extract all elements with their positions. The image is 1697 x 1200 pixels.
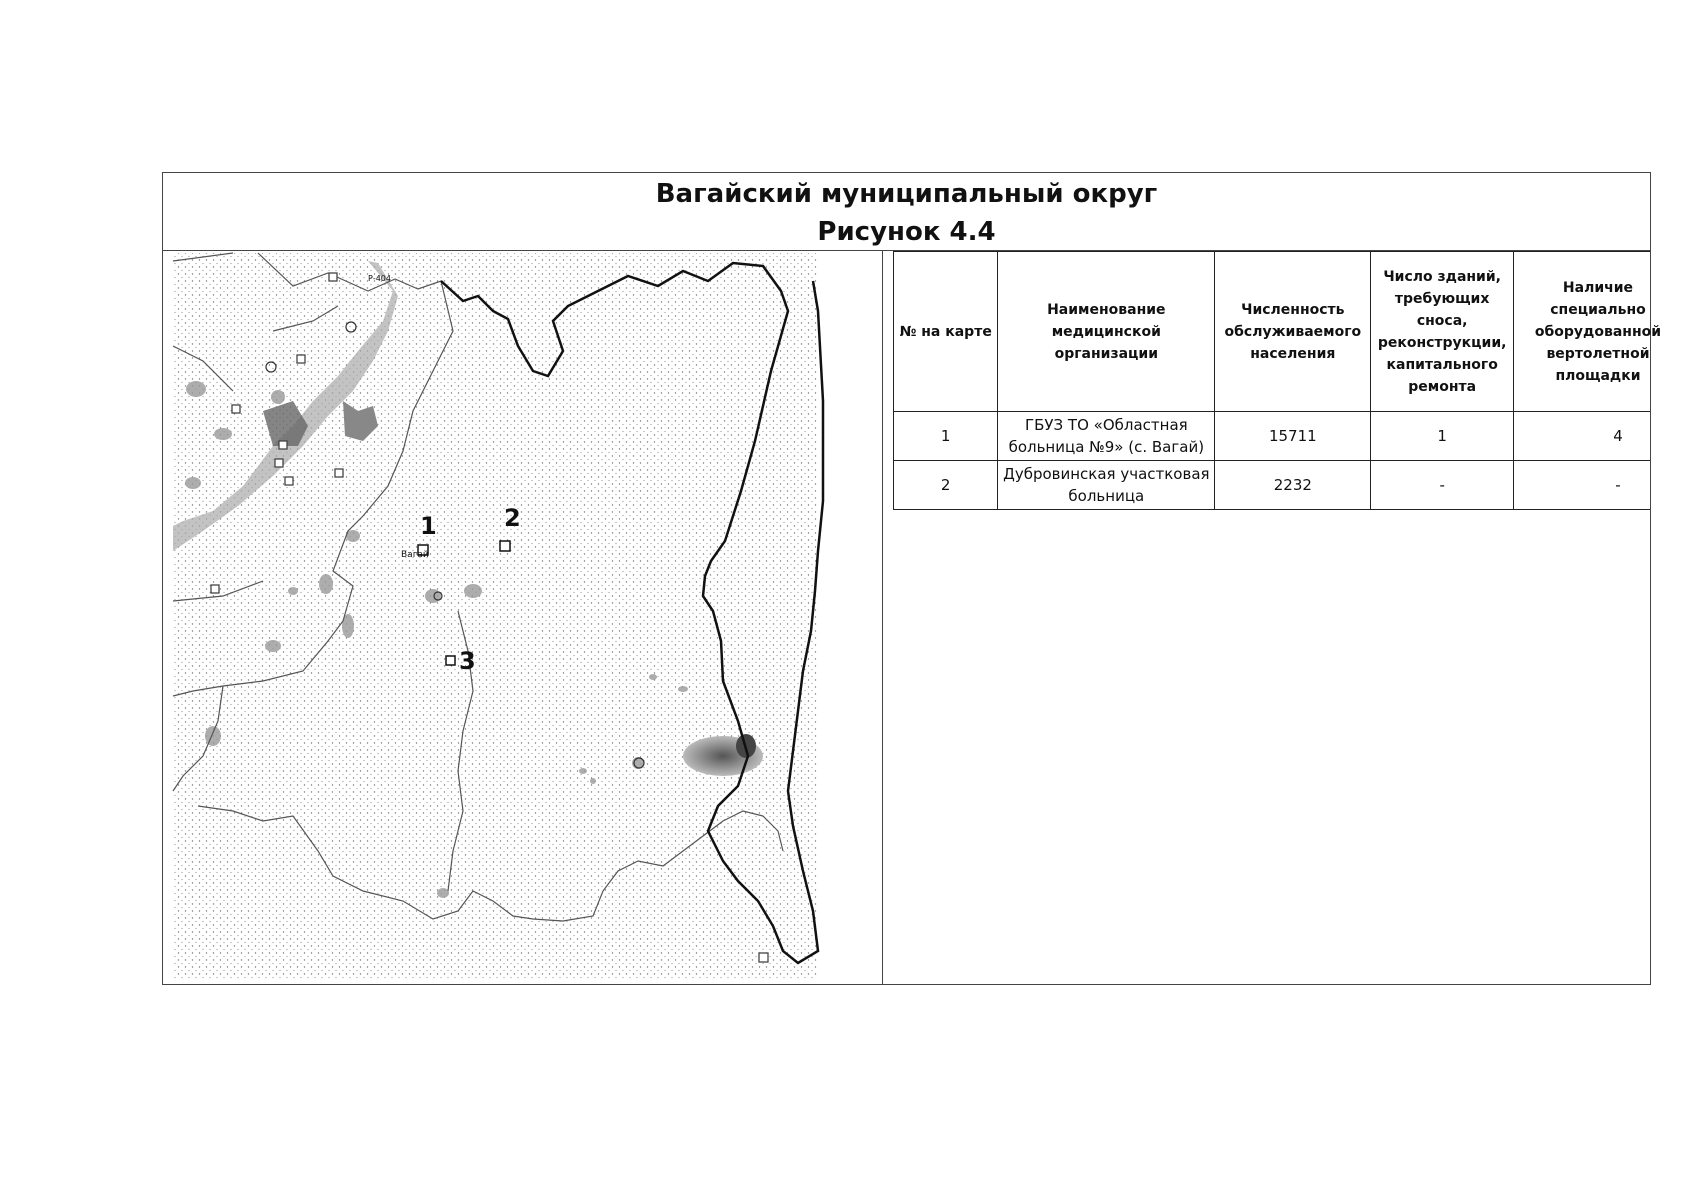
table-row [894, 461, 1651, 510]
figure-frame [162, 172, 1662, 985]
col-organization-name: Наименование медицинской организации [998, 252, 1215, 412]
district-map [163, 251, 883, 985]
facilities-table [893, 251, 1662, 510]
cell-population: 15711 [1215, 412, 1371, 461]
cell-buildings: - [1371, 461, 1514, 510]
page-title: Вагайский муниципальный округ [655, 179, 1158, 209]
cell-buildings: 1 [1371, 412, 1514, 461]
table-row [894, 412, 1651, 461]
cell-name: ГБУЗ ТО «Областная больница №9» (с. Вагай) [998, 412, 1215, 461]
settlement-label: Вагай [401, 550, 429, 560]
figure-caption: Рисунок 4.4 [817, 217, 996, 247]
table-header-row [894, 252, 1651, 412]
map-panel [163, 251, 883, 985]
col-helipad: Наличие специально оборудованной вертолетной площадки [1513, 252, 1650, 412]
col-map-number: № на карте [894, 252, 998, 412]
facility-label-2: 2 [504, 504, 521, 532]
cell-helipad: 4 [1513, 412, 1650, 461]
cell-num: 1 [894, 412, 998, 461]
col-population: Численность обслуживаемого населения [1215, 252, 1371, 412]
cell-population: 2232 [1215, 461, 1371, 510]
facility-label-3: 3 [459, 647, 476, 675]
col-buildings: Число зданий, требующих сноса, реконструкции, капитального ремонта [1371, 252, 1514, 412]
cell-name: Дубровинская участковая больница [998, 461, 1215, 510]
facilities-table-wrapper [893, 251, 1662, 510]
cell-num: 2 [894, 461, 998, 510]
road-label: Р-404 [368, 274, 391, 283]
facility-label-1: 1 [420, 512, 437, 540]
title-bar [163, 173, 1650, 251]
cell-helipad: - [1513, 461, 1650, 510]
